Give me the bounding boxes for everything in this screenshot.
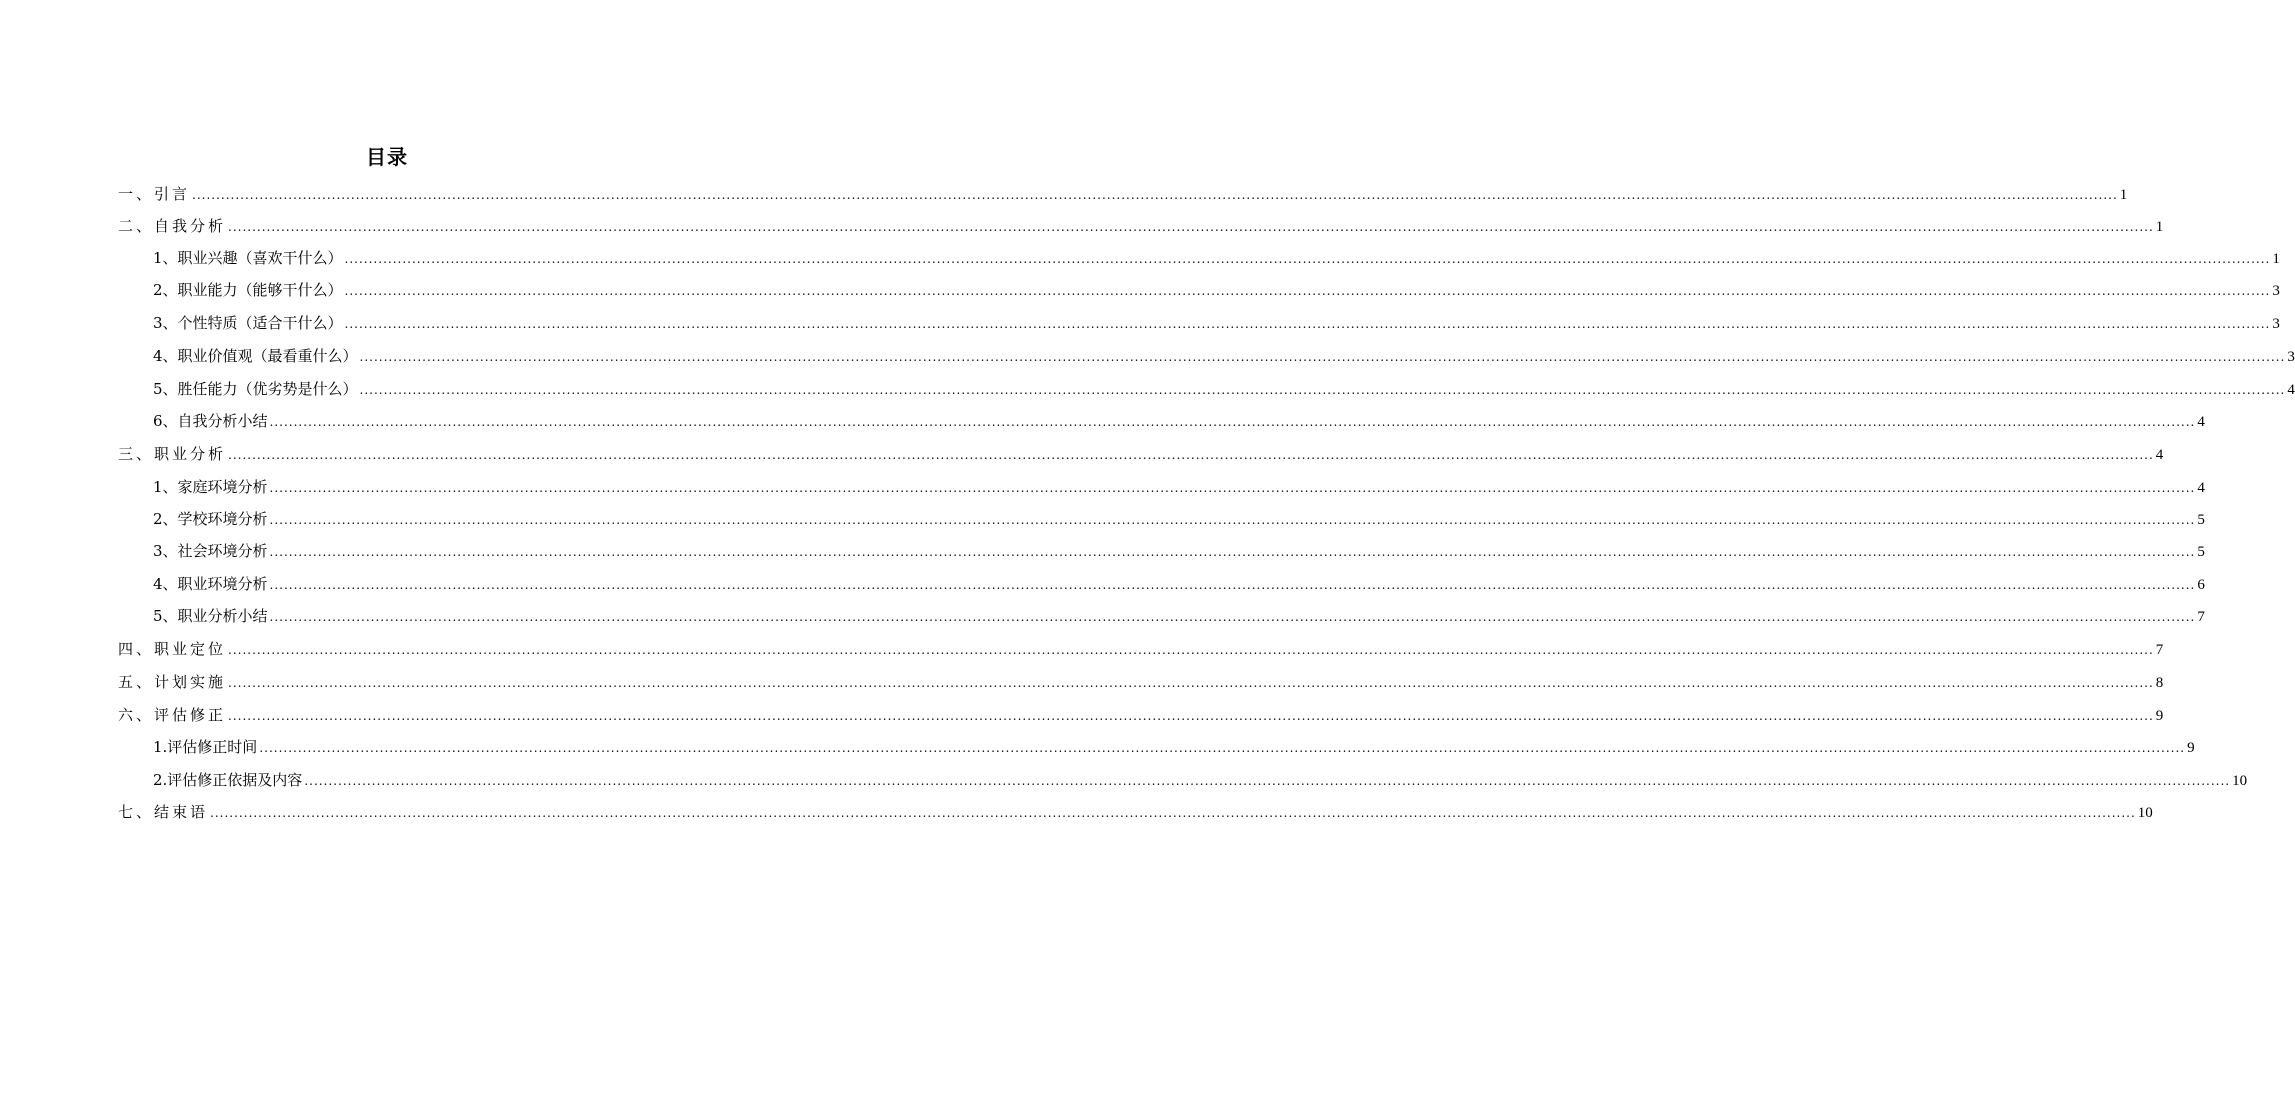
toc-entry-label: 一、引言 — [118, 185, 191, 203]
toc-entry-label: 4、职业环境分析 — [153, 575, 268, 593]
toc-entry-page-number: 10 — [2137, 805, 2153, 821]
toc-entry[interactable] — [153, 279, 2280, 301]
toc-entry[interactable] — [118, 801, 2153, 823]
toc-entry-page-number: 1 — [2272, 251, 2280, 267]
toc-leader-dots: ................................................................................................................................................................................................................................................................................................................................................................................................................ — [269, 545, 2196, 559]
toc-leader-dots: ................................................................................................................................................................................................................................................................................................................................................................................................................ — [228, 709, 2154, 723]
toc-entry-page-number: 1 — [2119, 187, 2128, 203]
toc-leader-dots: ................................................................................................................................................................................................................................................................................................................................................................................................................ — [269, 578, 2196, 592]
toc-entry-label: 2.评估修正依据及内容 — [153, 771, 303, 789]
toc-leader-dots: ................................................................................................................................................................................................................................................................................................................................................................................................................ — [344, 284, 2271, 298]
toc-entry-page-number: 3 — [2272, 283, 2280, 299]
toc-entry-page-number: 9 — [2155, 708, 2164, 724]
toc-entry[interactable] — [118, 638, 2164, 660]
toc-entry-page-number: 5 — [2197, 512, 2205, 528]
toc-entry[interactable] — [153, 476, 2205, 498]
toc-entry-page-number: 3 — [2287, 349, 2295, 365]
toc-title: 目录 — [366, 145, 408, 169]
toc-entry[interactable] — [118, 215, 2164, 237]
toc-entry-label: 6、自我分析小结 — [153, 412, 268, 430]
toc-entry-page-number: 1 — [2155, 219, 2164, 235]
toc-entry-label: 5、职业分析小结 — [153, 607, 268, 625]
toc-entry-label: 四、职业定位 — [118, 640, 227, 658]
toc-entry-page-number: 5 — [2197, 544, 2205, 560]
toc-entry-label: 3、社会环境分析 — [153, 542, 268, 560]
toc-entry-page-number: 4 — [2197, 414, 2205, 430]
toc-leader-dots: ................................................................................................................................................................................................................................................................................................................................................................................................................ — [192, 188, 2118, 202]
toc-entry[interactable] — [153, 312, 2280, 334]
toc-entry-page-number: 9 — [2187, 740, 2195, 756]
toc-entry-label: 1、职业兴趣（喜欢干什么） — [153, 249, 343, 267]
toc-entry[interactable] — [118, 704, 2164, 726]
toc-entry-label: 六、评估修正 — [118, 706, 227, 724]
toc-entry-page-number: 7 — [2197, 609, 2205, 625]
toc-entry-label: 二、自我分析 — [118, 217, 227, 235]
toc-leader-dots: ................................................................................................................................................................................................................................................................................................................................................................................................................ — [269, 481, 2196, 495]
toc-leader-dots: ................................................................................................................................................................................................................................................................................................................................................................................................................ — [344, 317, 2271, 331]
toc-entry-page-number: 7 — [2155, 642, 2164, 658]
toc-entry[interactable] — [153, 378, 2295, 400]
toc-entry[interactable] — [153, 410, 2205, 432]
toc-entry-label: 1、家庭环境分析 — [153, 478, 268, 496]
toc-entry-page-number: 6 — [2197, 577, 2205, 593]
toc-entry[interactable] — [153, 605, 2205, 627]
toc-entry-label: 2、学校环境分析 — [153, 510, 268, 528]
toc-entry[interactable] — [118, 443, 2164, 465]
toc-leader-dots: ................................................................................................................................................................................................................................................................................................................................................................................................................ — [344, 252, 2271, 266]
toc-entry-label: 5、胜任能力（优劣势是什么） — [153, 380, 358, 398]
toc-leader-dots: ................................................................................................................................................................................................................................................................................................................................................................................................................ — [304, 774, 2231, 788]
toc-leader-dots: ................................................................................................................................................................................................................................................................................................................................................................................................................ — [228, 448, 2154, 462]
toc-leader-dots: ................................................................................................................................................................................................................................................................................................................................................................................................................ — [269, 610, 2196, 624]
toc-leader-dots: ................................................................................................................................................................................................................................................................................................................................................................................................................ — [359, 383, 2286, 397]
toc-entry-label: 三、职业分析 — [118, 445, 227, 463]
toc-leader-dots: ................................................................................................................................................................................................................................................................................................................................................................................................................ — [228, 676, 2154, 690]
toc-entry[interactable] — [118, 183, 2128, 205]
toc-entry-page-number: 10 — [2232, 773, 2248, 789]
toc-entry[interactable] — [153, 345, 2295, 367]
toc-entry-page-number: 4 — [2197, 480, 2205, 496]
toc-entry[interactable] — [153, 508, 2205, 530]
toc-entry-label: 2、职业能力（能够干什么） — [153, 281, 343, 299]
toc-entry-page-number: 8 — [2155, 675, 2164, 691]
toc-leader-dots: ................................................................................................................................................................................................................................................................................................................................................................................................................ — [269, 513, 2196, 527]
toc-leader-dots: ................................................................................................................................................................................................................................................................................................................................................................................................................ — [228, 643, 2154, 657]
toc-leader-dots: ................................................................................................................................................................................................................................................................................................................................................................................................................ — [359, 350, 2286, 364]
toc-leader-dots: ................................................................................................................................................................................................................................................................................................................................................................................................................ — [259, 741, 2186, 755]
toc-entry-page-number: 3 — [2272, 316, 2280, 332]
toc-leader-dots: ................................................................................................................................................................................................................................................................................................................................................................................................................ — [210, 806, 2136, 820]
toc-leader-dots: ................................................................................................................................................................................................................................................................................................................................................................................................................ — [269, 415, 2196, 429]
toc-entry-page-number: 4 — [2155, 447, 2164, 463]
toc-entry-label: 七、结束语 — [118, 803, 209, 821]
toc-entry[interactable] — [153, 736, 2195, 758]
toc-entry[interactable] — [118, 671, 2164, 693]
toc-entry-label: 1.评估修正时间 — [153, 738, 258, 756]
toc-leader-dots: ................................................................................................................................................................................................................................................................................................................................................................................................................ — [228, 220, 2154, 234]
toc-entry[interactable] — [153, 540, 2205, 562]
toc-entry-label: 五、计划实施 — [118, 673, 227, 691]
toc-entry[interactable] — [153, 573, 2205, 595]
toc-entry-label: 3、个性特质（适合干什么） — [153, 314, 343, 332]
toc-entry[interactable] — [153, 247, 2280, 269]
toc-entry-page-number: 4 — [2287, 382, 2295, 398]
toc-entry-label: 4、职业价值观（最看重什么） — [153, 347, 358, 365]
toc-entry[interactable] — [153, 769, 2248, 791]
